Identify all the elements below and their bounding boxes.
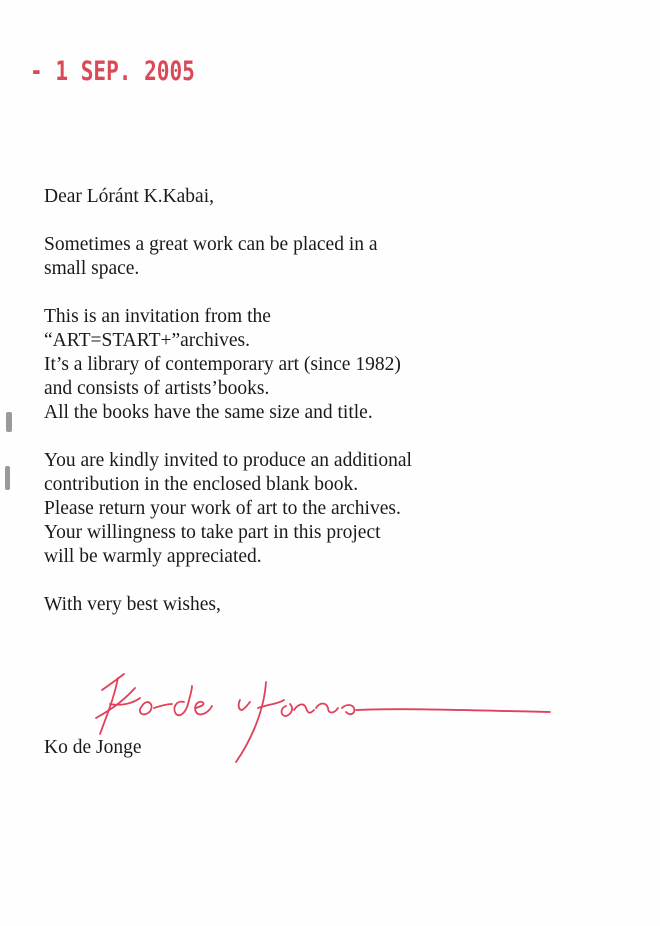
handwritten-signature [80, 660, 580, 770]
paragraph-line: All the books have the same size and title. [44, 402, 373, 423]
salutation-line: Dear Lóránt K.Kabai, [44, 186, 215, 207]
paragraph-line: Sometimes a great work can be placed in a [44, 234, 378, 255]
margin-mark-upper [6, 412, 12, 432]
paragraph-line: small space. [44, 258, 140, 279]
paragraph-1 [44, 233, 604, 281]
letter-body [44, 185, 604, 617]
closing [44, 593, 604, 617]
paragraph-3 [44, 449, 604, 569]
paragraph-line: Your willingness to take part in this project [44, 522, 381, 543]
paragraph-line: and consists of artists’books. [44, 378, 270, 399]
paragraph-line: You are kindly invited to produce an additional [44, 450, 412, 471]
paragraph-2 [44, 305, 604, 425]
paragraph-line: It’s a library of contemporary art (since 1982) [44, 354, 401, 375]
sender-name: Ko de Jonge [44, 737, 142, 758]
paragraph-line: Please return your work of art to the archives. [44, 498, 401, 519]
closing-line: With very best wishes, [44, 594, 221, 615]
paragraph-line: “ART=START+”archives. [44, 330, 250, 351]
paragraph-line: This is an invitation from the [44, 306, 271, 327]
paragraph-line: contribution in the enclosed blank book. [44, 474, 359, 495]
paragraph-line: will be warmly appreciated. [44, 546, 262, 567]
salutation [44, 185, 604, 209]
date-stamp: - 1 SEP. 2005 [30, 56, 195, 87]
margin-mark-lower [5, 466, 10, 490]
